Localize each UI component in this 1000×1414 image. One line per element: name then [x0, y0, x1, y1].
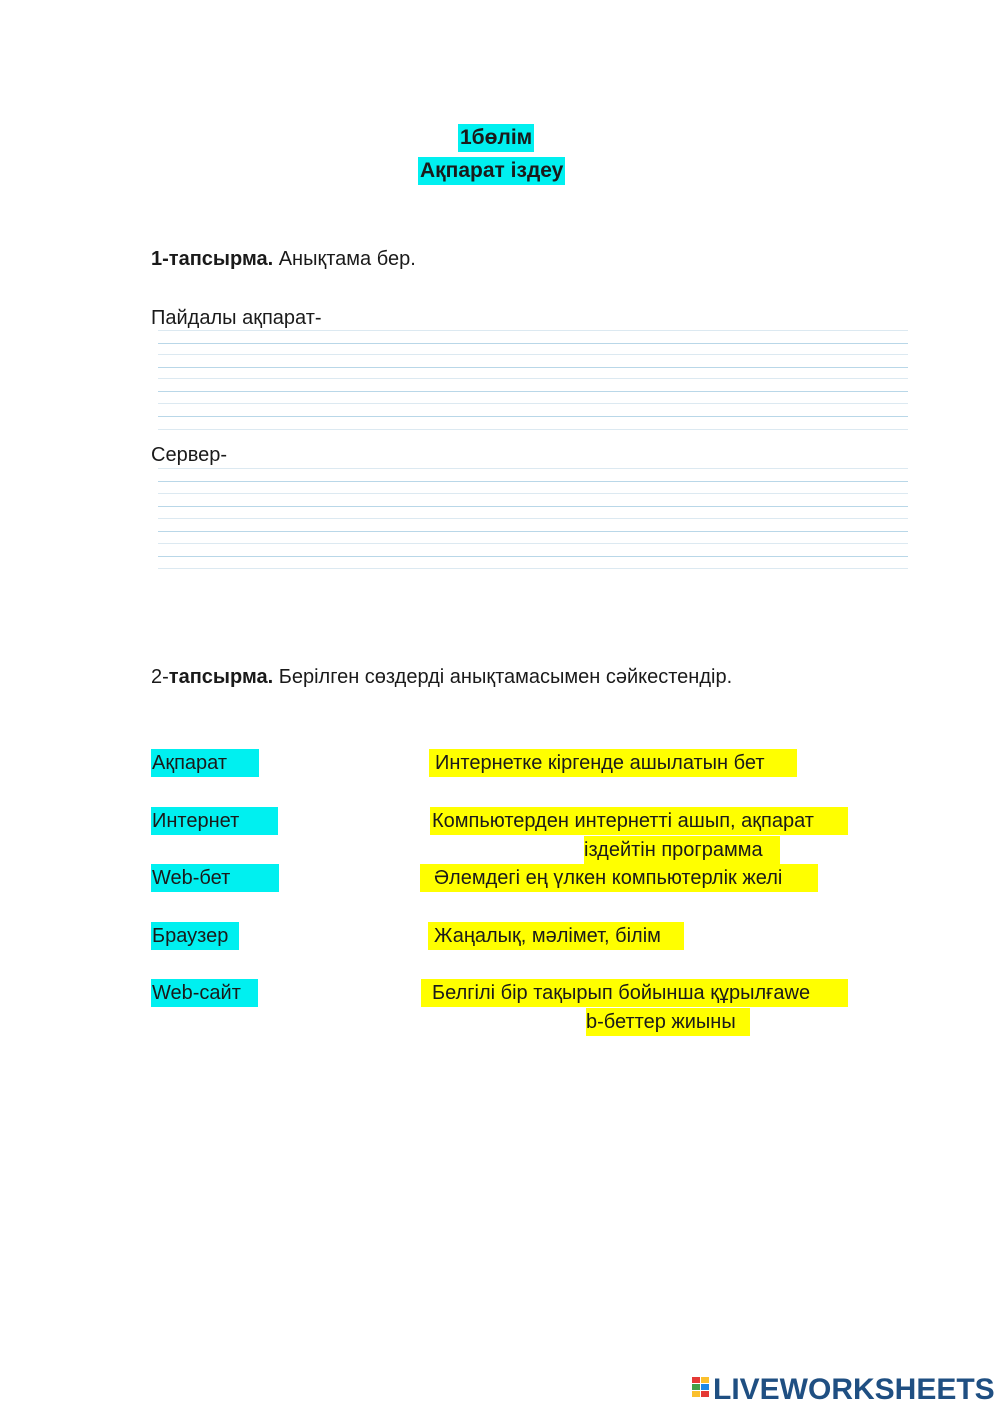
term-item[interactable]: Браузер	[151, 922, 239, 950]
term-item[interactable]: Ақпарат	[151, 749, 259, 777]
useful-info-prompt: Пайдалы ақпарат-	[151, 307, 322, 329]
answer-lines-2[interactable]	[158, 468, 908, 572]
server-prompt: Сервер-	[151, 444, 227, 466]
section-number: 1бөлім	[458, 124, 534, 152]
definition-item[interactable]: Әлемдегі ең үлкен компьютерлік желі	[420, 864, 818, 892]
definition-item[interactable]: Жаңалық, мәлімет, білім	[428, 922, 684, 950]
task2-prefix: 2-	[151, 666, 169, 688]
definition-item-cont[interactable]: b-беттер жиыны	[586, 1008, 750, 1036]
definition-item-cont[interactable]: іздейтін программа	[584, 836, 780, 864]
page-title: Ақпарат іздеу	[418, 157, 565, 185]
term-item[interactable]: Интернет	[151, 807, 278, 835]
task2-number: тапсырма.	[168, 666, 274, 688]
task2-text: Берілген сөздерді анықтамасымен сәйкестендір.	[273, 666, 733, 688]
task1-number: 1-тапсырма.	[151, 248, 274, 270]
definition-item[interactable]: Интернетке кіргенде ашылатын бет	[429, 749, 797, 777]
task1-text: Анықтама бер.	[273, 248, 416, 270]
liveworksheets-logo	[692, 1373, 995, 1407]
term-item[interactable]: Web-бет	[151, 864, 279, 892]
task1-instruction	[151, 246, 416, 272]
definition-item[interactable]: Компьютерден интернетті ашып, ақпарат	[430, 807, 848, 835]
logo-text: LIVEWORKSHEETS	[713, 1373, 995, 1406]
task2-instruction	[151, 664, 732, 690]
term-item[interactable]: Web-сайт	[151, 979, 258, 1007]
answer-lines-1[interactable]	[158, 330, 908, 432]
definition-item[interactable]: Белгілі бір тақырып бойынша құрылғаwe	[421, 979, 848, 1007]
logo-icon	[692, 1377, 710, 1403]
